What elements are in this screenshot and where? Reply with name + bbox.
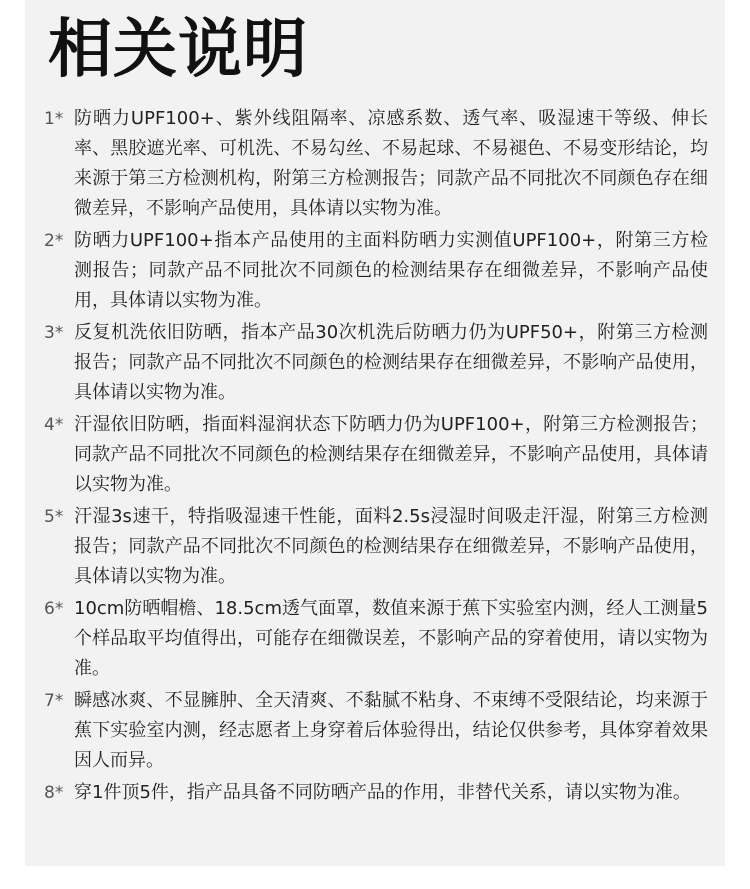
note-number: 3* bbox=[44, 323, 64, 343]
note-item-7 bbox=[44, 686, 708, 776]
note-text: 10cm防晒帽檐、18.5cm透气面罩，数值来源于蕉下实验室内测，经人工测量5个样品取平均值得出，可能存在细微误差，不影响产品的穿着使用，请以实物为准。 bbox=[74, 598, 708, 679]
note-number: 1* bbox=[44, 109, 64, 129]
note-text: 穿1件顶5件，指产品具备不同防晒产品的作用，非替代关系，请以实物为准。 bbox=[74, 782, 691, 803]
note-number: 4* bbox=[44, 415, 64, 435]
note-item-6 bbox=[44, 594, 708, 684]
note-item-4 bbox=[44, 410, 708, 500]
note-number: 5* bbox=[44, 507, 64, 527]
page-title: 相关说明 bbox=[48, 13, 308, 87]
note-text: 防晒力UPF100+、紫外线阻隔率、凉感系数、透气率、吸湿速干等级、伸长率、黑胶遮光率、可机洗、不易勾丝、不易起球、不易褪色、不易变形结论，均来源于第三方检测机构，附第三方检测报告；同款产品不同批次不同颜色存在细微差异，不影响产品使用，具体请以实物为准。 bbox=[74, 108, 708, 219]
note-text: 防晒力UPF100+指本产品使用的主面料防晒力实测值UPF100+，附第三方检测报告；同款产品不同批次不同颜色的检测结果存在细微差异，不影响产品使用，具体请以实物为准。 bbox=[74, 230, 708, 311]
note-number: 8* bbox=[44, 783, 64, 803]
note-number: 2* bbox=[44, 231, 64, 251]
note-number: 6* bbox=[44, 599, 64, 619]
notes-list bbox=[44, 104, 708, 810]
note-item-8 bbox=[44, 778, 708, 808]
note-item-2 bbox=[44, 226, 708, 316]
note-text: 瞬感冰爽、不显臃肿、全天清爽、不黏腻不粘身、不束缚不受限结论，均来源于蕉下实验室内测，经志愿者上身穿着后体验得出，结论仅供参考，具体穿着效果因人而异。 bbox=[74, 690, 708, 771]
note-item-1 bbox=[44, 104, 708, 224]
note-item-3 bbox=[44, 318, 708, 408]
note-text: 反复机洗依旧防晒，指本产品30次机洗后防晒力仍为UPF50+，附第三方检测报告；同款产品不同批次不同颜色的检测结果存在细微差异，不影响产品使用，具体请以实物为准。 bbox=[74, 322, 708, 403]
note-item-5 bbox=[44, 502, 708, 592]
note-text: 汗湿依旧防晒，指面料湿润状态下防晒力仍为UPF100+，附第三方检测报告；同款产品不同批次不同颜色的检测结果存在细微差异，不影响产品使用，具体请以实物为准。 bbox=[74, 414, 708, 495]
note-number: 7* bbox=[44, 691, 64, 711]
note-text: 汗湿3s速干，特指吸湿速干性能，面料2.5s浸湿时间吸走汗湿，附第三方检测报告；同款产品不同批次不同颜色的检测结果存在细微差异，不影响产品使用，具体请以实物为准。 bbox=[74, 506, 708, 587]
